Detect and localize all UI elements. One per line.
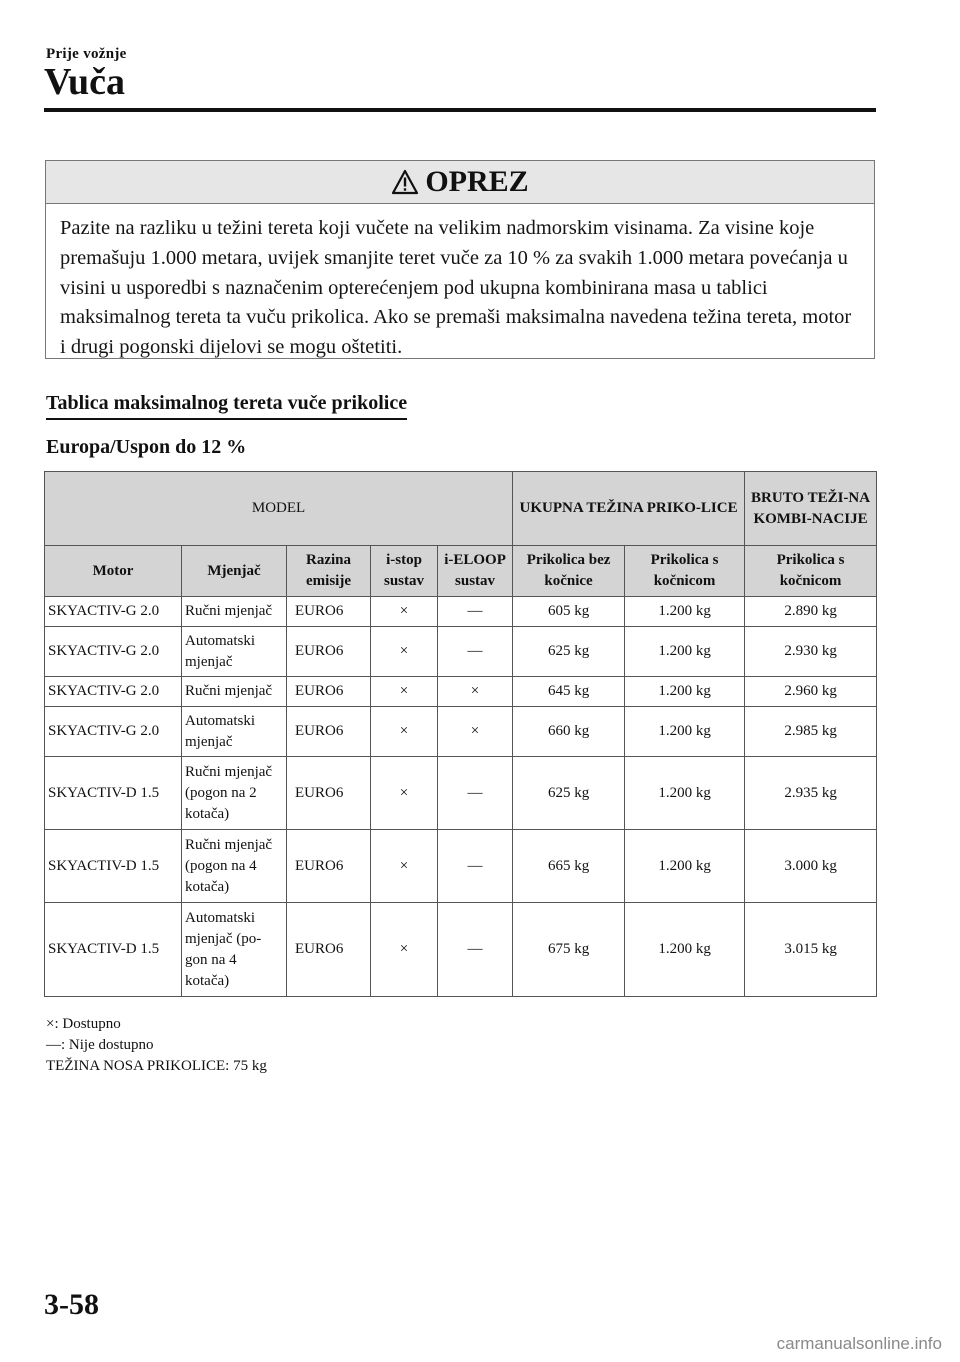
cell-ieloop: — [438, 903, 513, 997]
note-not-available: —: Nije dostupno [46, 1037, 154, 1053]
cell-braked: 1.200 kg [625, 597, 745, 627]
cell-gearbox: Ručni mjenjač [182, 677, 287, 707]
note-tongue-weight: TEŽINA NOSA PRIKOLICE: 75 kg [46, 1058, 267, 1074]
cell-unbraked: 605 kg [513, 597, 625, 627]
cell-gearbox: Ručni mjenjač (pogon na 4 kotača) [182, 830, 287, 903]
table-row [45, 677, 877, 707]
cell-istop: × [371, 903, 438, 997]
cell-gross: 2.890 kg [745, 597, 877, 627]
cell-istop: × [371, 597, 438, 627]
caution-header [46, 161, 874, 204]
cell-gross: 2.935 kg [745, 757, 877, 830]
table-row [45, 757, 877, 830]
cell-gross: 3.000 kg [745, 830, 877, 903]
table-row [45, 830, 877, 903]
caution-text: Pazite na razliku u težini tereta koji vučete na velikim nadmorskim visinama. Za visine koje premašuju 1.000 metara, uvijek smanjite teret vuče za 10 % za svakih 1.000 metara povećanja u visini u usporedbi s naznačenim opterećenjem pod ukupna kombinirana masa u tablici maksimalnog tereta ta vuču prikolica. Ako se premaši maksimalna navedena težina tereta, motor i drugi pogonski dijelovi se mogu oštetiti. [60, 217, 852, 359]
cell-gearbox: Automatski mjenjač (po-gon na 4 kotača) [182, 903, 287, 997]
cell-istop: × [371, 627, 438, 677]
cell-emission: EURO6 [287, 757, 371, 830]
cell-unbraked: 675 kg [513, 903, 625, 997]
col-header-gross-braked: Prikolica s kočnicom [745, 546, 877, 597]
cell-unbraked: 665 kg [513, 830, 625, 903]
cell-emission: EURO6 [287, 830, 371, 903]
group-header-total-trailer: UKUPNA TEŽINA PRIKO-LICE [513, 472, 745, 546]
page-number: 3-58 [44, 1288, 99, 1321]
note-available: ×: Dostupno [46, 1016, 121, 1032]
cell-braked: 1.200 kg [625, 903, 745, 997]
cell-gearbox: Ručni mjenjač [182, 597, 287, 627]
cell-unbraked: 625 kg [513, 757, 625, 830]
col-header-motor: Motor [45, 546, 182, 597]
cell-istop: × [371, 707, 438, 757]
cell-ieloop: — [438, 627, 513, 677]
table-subheading: Europa/Uspon do 12 % [46, 436, 247, 458]
cell-braked: 1.200 kg [625, 707, 745, 757]
cell-emission: EURO6 [287, 597, 371, 627]
table-row [45, 707, 877, 757]
col-header-unbraked: Prikolica bez kočnice [513, 546, 625, 597]
cell-unbraked: 625 kg [513, 627, 625, 677]
col-header-istop: i-stop sustav [371, 546, 438, 597]
cell-gearbox: Automatski mjenjač [182, 627, 287, 677]
cell-braked: 1.200 kg [625, 757, 745, 830]
page-title: Vuča [44, 61, 125, 103]
cell-emission: EURO6 [287, 707, 371, 757]
cell-motor: SKYACTIV-G 2.0 [45, 677, 182, 707]
cell-gross: 2.985 kg [745, 707, 877, 757]
table-notes [46, 1014, 267, 1077]
cell-motor: SKYACTIV-D 1.5 [45, 903, 182, 997]
table-group-header-row [45, 472, 877, 546]
watermark: carmanualsonline.info [776, 1334, 942, 1353]
table-column-header-row [45, 546, 877, 597]
group-header-model: MODEL [45, 472, 513, 546]
cell-motor: SKYACTIV-G 2.0 [45, 597, 182, 627]
cell-motor: SKYACTIV-D 1.5 [45, 757, 182, 830]
caution-title: OPREZ [425, 165, 529, 198]
cell-ieloop: — [438, 597, 513, 627]
group-header-gross-combined: BRUTO TEŽI-NA KOMBI-NACIJE [745, 472, 877, 546]
cell-motor: SKYACTIV-G 2.0 [45, 707, 182, 757]
towing-load-table [44, 471, 877, 997]
cell-emission: EURO6 [287, 677, 371, 707]
cell-gearbox: Ručni mjenjač (pogon na 2 kotača) [182, 757, 287, 830]
cell-unbraked: 645 kg [513, 677, 625, 707]
cell-ieloop: × [438, 707, 513, 757]
cell-gearbox: Automatski mjenjač [182, 707, 287, 757]
col-header-braked: Prikolica s kočnicom [625, 546, 745, 597]
title-rule [44, 108, 876, 112]
cell-braked: 1.200 kg [625, 830, 745, 903]
cell-gross: 2.960 kg [745, 677, 877, 707]
section-label: Prije vožnje [46, 46, 127, 62]
col-header-ieloop: i-ELOOP sustav [438, 546, 513, 597]
cell-istop: × [371, 830, 438, 903]
col-header-gearbox: Mjenjač [182, 546, 287, 597]
table-heading: Tablica maksimalnog tereta vuče prikolice [46, 392, 407, 420]
warning-triangle-icon [391, 169, 419, 195]
table-row [45, 627, 877, 677]
cell-istop: × [371, 677, 438, 707]
cell-motor: SKYACTIV-D 1.5 [45, 830, 182, 903]
cell-istop: × [371, 757, 438, 830]
cell-gross: 2.930 kg [745, 627, 877, 677]
cell-emission: EURO6 [287, 903, 371, 997]
cell-braked: 1.200 kg [625, 677, 745, 707]
cell-ieloop: × [438, 677, 513, 707]
cell-gross: 3.015 kg [745, 903, 877, 997]
cell-unbraked: 660 kg [513, 707, 625, 757]
cell-motor: SKYACTIV-G 2.0 [45, 627, 182, 677]
col-header-emission: Razina emisije [287, 546, 371, 597]
table-row [45, 597, 877, 627]
cell-ieloop: — [438, 830, 513, 903]
cell-emission: EURO6 [287, 627, 371, 677]
cell-braked: 1.200 kg [625, 627, 745, 677]
table-row [45, 903, 877, 997]
cell-ieloop: — [438, 757, 513, 830]
caution-box [45, 160, 875, 359]
